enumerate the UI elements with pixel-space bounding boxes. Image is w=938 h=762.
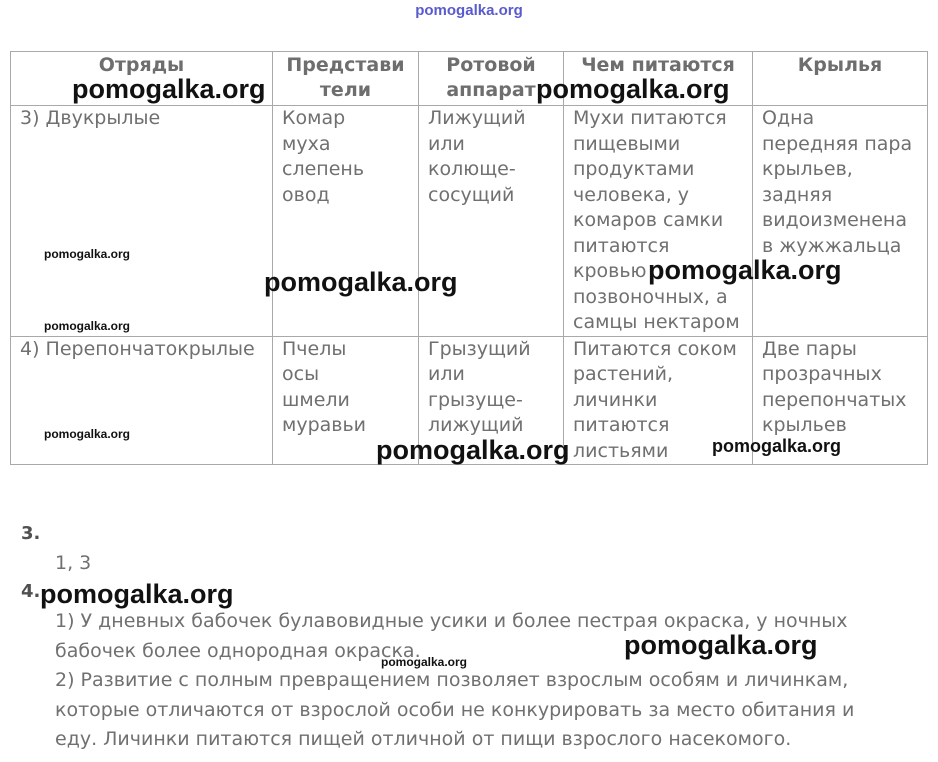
cell-line: крыльев [762,414,847,436]
answer-3-number: 3. [21,523,41,544]
cell-line: Пчелы [282,337,347,360]
header-line: Ротовой [446,54,536,76]
watermark: pomogalka.org [376,435,570,465]
cell-line: кровью [573,260,647,282]
cell-line: Грызущий [428,337,531,360]
watermark: pomogalka.org [624,630,818,660]
cell-line: пищевыми [573,132,681,155]
answer-4-number: 4. [21,581,41,602]
cell-line: в жужжальца [762,234,902,257]
cell-line: прозрачных [762,363,882,385]
header-representatives [273,52,419,106]
cell-line: передняя пара [762,132,913,155]
cell-line: Лижущий [428,107,526,129]
cell-line: крыльев, [762,158,853,180]
cell-line: лижущий [428,414,524,436]
cell-line: Комар [282,107,346,129]
watermark: pomogalka.org [381,655,468,669]
cell-order: 3) Двукрылые [11,106,273,337]
cell-line: комаров самки [573,209,724,231]
header-line: Представи [286,54,405,76]
watermark: pomogalka.org [40,579,234,609]
cell-line: муха [282,132,331,155]
answer-4-line: 1) У дневных бабочек булавовидные усики и более пестрая окраска, у ночных [55,610,848,632]
cell-line: самцы нектаром [573,311,740,333]
cell-line: растений, [573,363,674,385]
cell-order: 4) Перепончатокрылые [11,336,273,465]
cell-line: видоизменена [762,209,907,231]
cell-line: Одна [762,107,815,129]
answer-4-line: которые отличаются от взрослой особи не конкурировать за место обитания и [55,699,855,721]
cell-line: или [428,363,465,385]
cell-line: продуктами [573,158,695,180]
cell-line: личинки [573,388,658,411]
cell-food [564,106,753,337]
cell-line: овод [282,183,330,206]
cell-line: человека, у [573,183,690,206]
watermark: pomogalka.org [648,255,842,285]
cell-representatives [273,106,419,337]
cell-line: листьями [573,439,669,462]
cell-line: или [428,132,465,155]
table-row [11,106,928,337]
header-wings [753,52,928,106]
header-line: аппарат [446,79,536,101]
watermark: pomogalka.org [44,427,131,441]
cell-line: сосущий [428,183,515,206]
cell-line: колюще- [428,158,516,180]
cell-mouthparts [419,106,564,337]
cell-line: питаются [573,234,670,257]
header-line: тели [319,79,372,101]
cell-line: Две пары [762,337,857,360]
header-line: Отряды [98,54,185,76]
watermark-top: pomogalka.org [415,2,523,19]
cell-line: слепень [282,158,365,180]
cell-line: позвоночных, а [573,285,728,308]
cell-line: перепончатых [762,388,907,411]
cell-wings [753,106,928,337]
cell-line: осы [282,363,320,385]
watermark: pomogalka.org [44,247,131,261]
watermark: pomogalka.org [712,436,842,456]
watermark: pomogalka.org [536,74,730,104]
watermark: pomogalka.org [264,267,458,297]
cell-line: питаются [573,414,670,436]
cell-line: муравьи [282,414,367,436]
cell-line: Питаются соком [573,337,737,360]
cell-line: задняя [762,183,833,206]
answer-3-text: 1, 3 [55,552,92,574]
cell-line: грызуще- [428,388,523,411]
cell-line: Мухи питаются [573,107,727,129]
answer-4-line: 2) Развитие с полным превращением позволяет взрослым особям и личинкам, [55,669,849,691]
answer-4-line: бабочек более однородная окраска. [55,640,421,662]
header-line: Крылья [797,54,883,76]
answer-4-line: еду. Личинки питаются пищей отличной от пищи взрослого насекомого. [55,728,792,750]
watermark: pomogalka.org [44,319,131,333]
cell-line: шмели [282,388,350,411]
watermark: pomogalka.org [72,74,266,104]
header-line: Чем питаются [581,54,735,76]
